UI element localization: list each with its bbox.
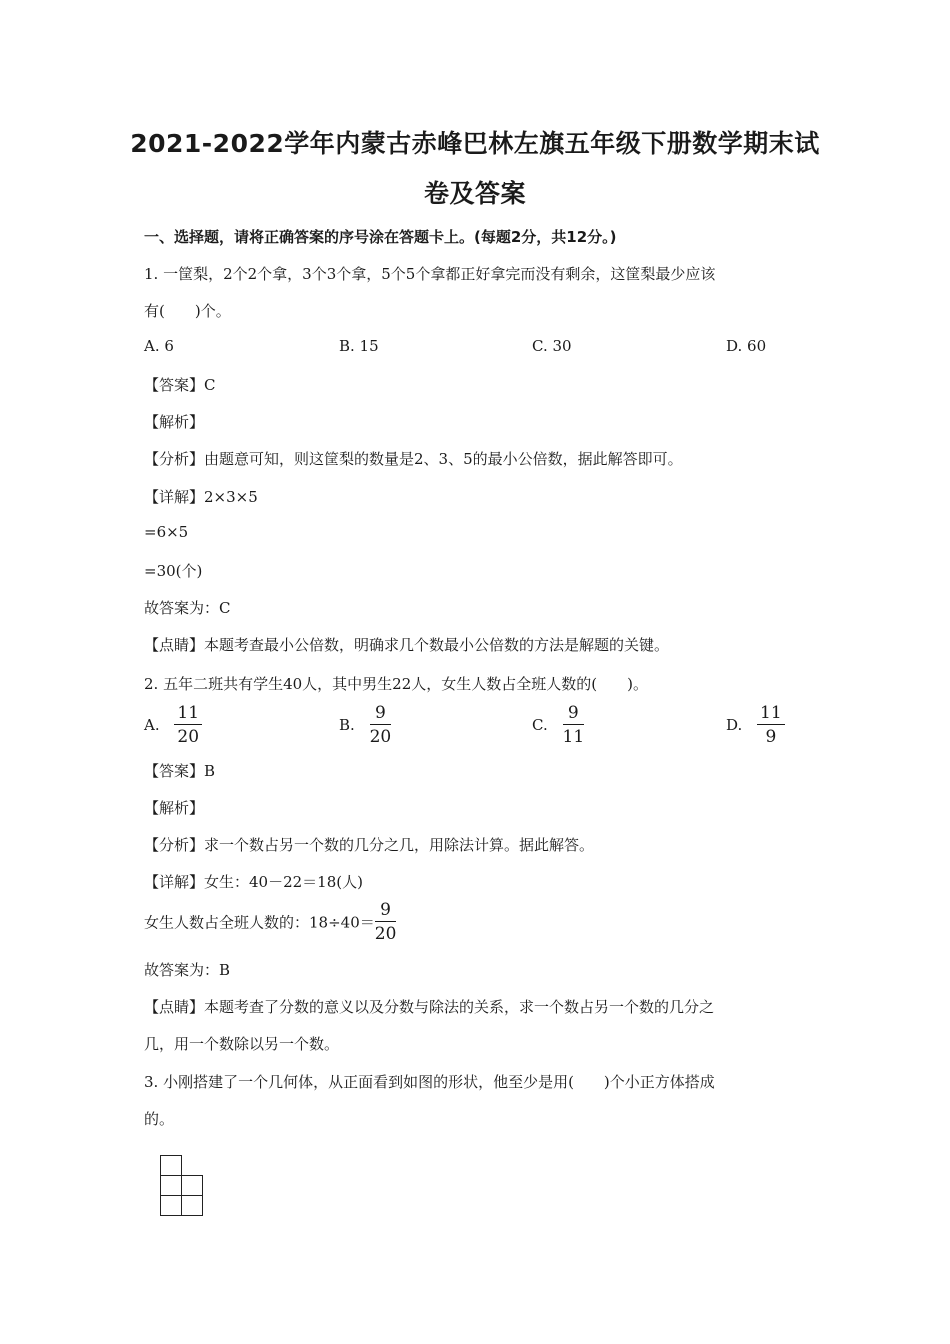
q2-ratio-line (144, 900, 396, 944)
q2-fenxi: 【分析】求一个数占另一个数的几分之几，用除法计算。据此解答。 (144, 836, 595, 854)
figure-cell (160, 1175, 182, 1196)
q1-stem-line2: 有( )个。 (144, 302, 231, 320)
q2-dianjing-line2: 几，用一个数除以另一个数。 (144, 1035, 340, 1053)
q1-fenxi: 【分析】由题意可知，则这筐梨的数量是2、3、5的最小公倍数，据此解答即可。 (144, 450, 683, 468)
q2-option-c (532, 703, 584, 747)
q1-conclusion: 故答案为：C (144, 599, 231, 617)
q2-option-b-numerator: 9 (374, 703, 386, 723)
fraction-bar (757, 724, 785, 725)
q3-front-view-figure (160, 1155, 202, 1215)
fraction-bar (375, 921, 397, 922)
q3-stem-line2: 的。 (144, 1110, 175, 1128)
q1-option-b: B. 15 (339, 337, 379, 355)
q2-option-c-denominator: 11 (562, 727, 585, 747)
q2-option-b-denominator: 20 (369, 727, 392, 747)
figure-cell (160, 1155, 182, 1176)
q2-option-a-letter: A. (144, 716, 160, 734)
figure-cell (160, 1195, 182, 1216)
q2-option-b-fraction (370, 703, 392, 747)
figure-cell (181, 1195, 203, 1216)
q1-stem-line1: 1. 一筐梨，2个2个拿，3个3个拿，5个5个拿都正好拿完而没有剩余，这筐梨最少应该 (144, 265, 716, 283)
document-title-line1: 2021-2022学年内蒙古赤峰巴林左旗五年级下册数学期末试 (130, 129, 820, 158)
q2-option-d-numerator: 11 (760, 703, 782, 723)
q1-answer: 【答案】C (144, 376, 216, 394)
fraction-bar (370, 724, 392, 725)
q2-answer: 【答案】B (144, 762, 216, 780)
q1-analysis-label: 【解析】 (144, 413, 205, 431)
q2-option-b-letter: B. (339, 716, 355, 734)
q1-option-d: D. 60 (726, 337, 767, 355)
q2-option-c-numerator: 9 (567, 703, 579, 723)
q2-analysis-label: 【解析】 (144, 799, 205, 817)
q2-option-a-numerator: 11 (177, 703, 200, 723)
q1-xiangjie: 【详解】2×3×5 (144, 488, 258, 506)
q2-option-c-letter: C. (532, 716, 548, 734)
q2-option-a-denominator: 20 (177, 727, 200, 747)
q3-stem-line1: 3. 小刚搭建了一个几何体，从正面看到如图的形状，他至少是用( )个小正方体搭成 (144, 1073, 715, 1091)
fraction-bar (563, 724, 585, 725)
q2-ratio-numerator: 9 (380, 900, 391, 920)
q2-ratio-denominator: 20 (374, 924, 397, 944)
q2-xiangjie: 【详解】女生：40－22＝18(人) (144, 873, 363, 891)
q1-step2: =30(个) (144, 562, 203, 580)
q2-conclusion: 故答案为：B (144, 961, 231, 979)
q2-option-b (339, 703, 391, 747)
q2-option-d-fraction (757, 703, 785, 747)
q1-dianjing: 【点睛】本题考查最小公倍数，明确求几个数最小公倍数的方法是解题的关键。 (144, 636, 670, 654)
q2-ratio-text: 女生人数占全班人数的：18÷40＝ (144, 913, 375, 932)
q2-stem: 2. 五年二班共有学生40人，其中男生22人，女生人数占全班人数的( )。 (144, 675, 648, 693)
q1-step1: =6×5 (144, 523, 189, 541)
q2-option-a-fraction (174, 703, 202, 747)
q2-option-c-fraction (563, 703, 585, 747)
q2-option-d (726, 703, 785, 747)
q2-option-d-letter: D. (726, 716, 743, 734)
section-header: 一、选择题，请将正确答案的序号涂在答题卡上。(每题2分，共12分。) (144, 228, 617, 246)
q1-option-a: A. 6 (144, 337, 174, 355)
fraction-bar (174, 724, 202, 725)
document-title-line2: 卷及答案 (423, 179, 526, 208)
figure-cell (181, 1175, 203, 1196)
q2-option-a (144, 703, 202, 747)
q1-option-c: C. 30 (532, 337, 572, 355)
q2-dianjing-line1: 【点睛】本题考查了分数的意义以及分数与除法的关系，求一个数占另一个数的几分之 (144, 998, 715, 1016)
q2-option-d-denominator: 9 (765, 727, 777, 747)
q2-ratio-fraction (375, 900, 397, 944)
